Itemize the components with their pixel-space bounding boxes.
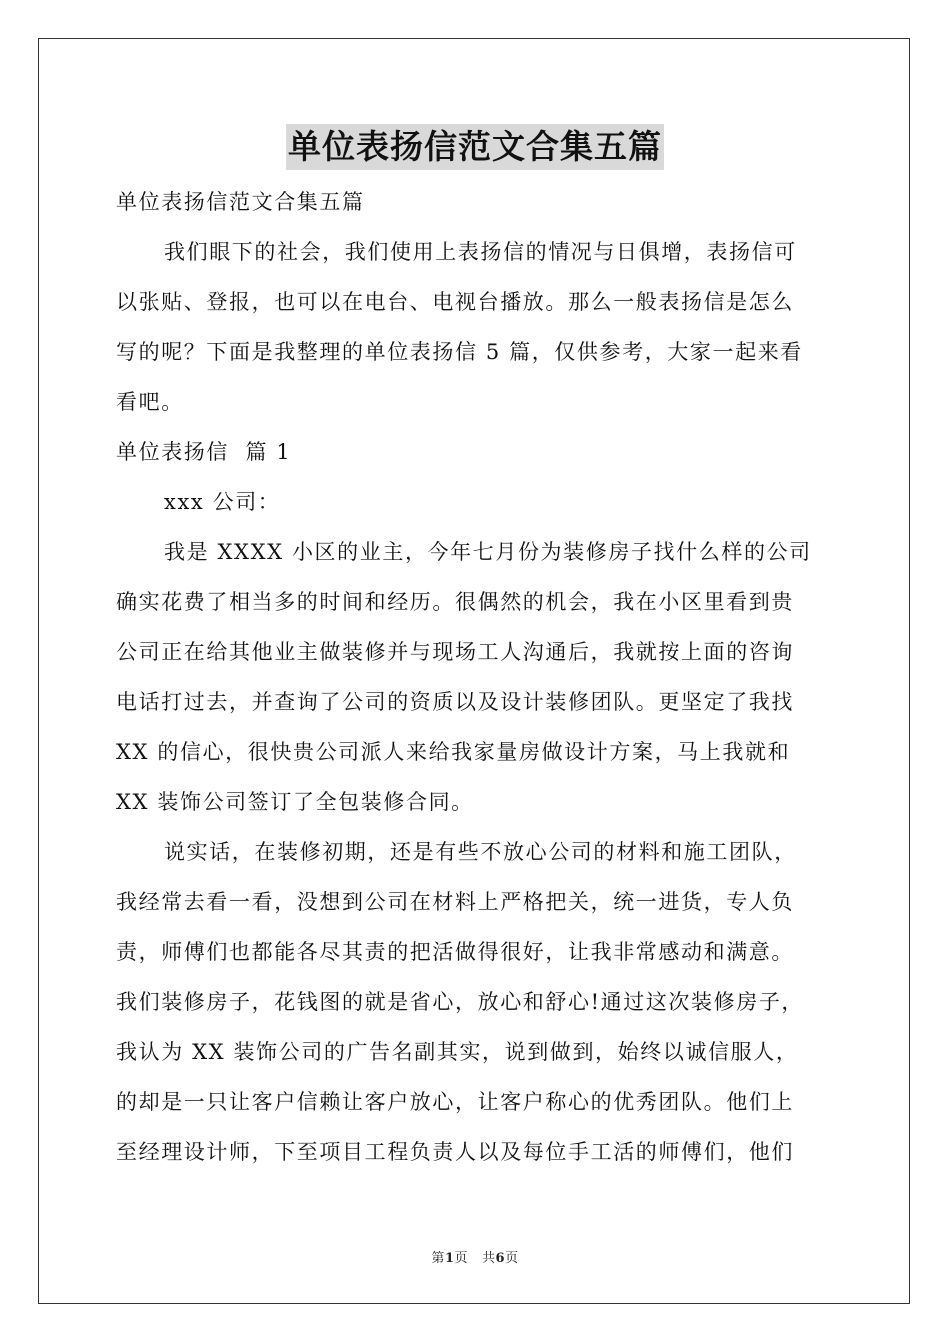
letter-paragraph-1 [116,527,854,827]
paragraph-line: 责，师傅们也都能各尽其责的把活做得很好，让我非常感动和满意。 [116,940,794,964]
paragraph-line: 确实花费了相当多的时间和经历。很偶然的机会，我在小区里看到贵 [116,590,794,614]
page-number-prefix: 第 [431,1251,445,1266]
intro-line: 写的呢？下面是我整理的单位表扬信 5 篇，仅供参考，大家一起来看 [116,340,803,364]
paragraph-line: 电话打过去，并查询了公司的资质以及设计装修团队。更坚定了我找 [116,690,794,714]
paragraph-line: 我是 XXXX 小区的业主，今年七月份为装修房子找什么样的公司 [164,540,812,564]
paragraph-line: 说实话，在装修初期，还是有些不放心公司的材料和施工团队， [164,840,797,864]
paragraph-line: 公司正在给其他业主做装修并与现场工人沟通后，我就按上面的咨询 [116,640,794,664]
document-body [116,177,854,1177]
section-heading: 单位表扬信 篇 1 [116,440,292,464]
paragraph-line: 至经理设计师，下至项目工程负责人以及每位手工活的师傅们，他们 [116,1140,794,1164]
paragraph-line: 的却是一只让客户信赖让客户放心，让客户称心的优秀团队。他们上 [116,1090,794,1114]
total-pages-prefix: 共 [482,1251,496,1266]
intro-line: 看吧。 [116,390,184,414]
document-title [0,124,950,170]
letter-salutation: xxx 公司： [164,490,281,514]
paragraph-line: 我经常去看一看，没想到公司在材料上严格把关，统一进货，专人负 [116,890,794,914]
paragraph-line: XX 的信心，很快贵公司派人来给我家量房做设计方案，马上我就和 [116,740,791,764]
paragraph-line: 我认为 XX 装饰公司的广告名副其实，说到做到，始终以诚信服人， [116,1040,799,1064]
page-number-suffix: 页 [454,1251,468,1266]
total-pages-suffix: 页 [505,1251,519,1266]
intro-line: 我们眼下的社会，我们使用上表扬信的情况与日俱增，表扬信可 [164,240,797,264]
letter-paragraph-2 [116,827,854,1177]
intro-line: 以张贴、登报，也可以在电台、电视台播放。那么一般表扬信是怎么 [116,290,794,314]
total-pages: 6 [495,1251,506,1266]
document-subtitle: 单位表扬信范文合集五篇 [116,190,365,214]
page-footer [0,1247,950,1266]
document-title-text: 单位表扬信范文合集五篇 [286,124,664,170]
intro-paragraph [116,227,854,427]
paragraph-line: 我们装修房子，花钱图的就是省心，放心和舒心!通过这次装修房子， [116,990,805,1014]
paragraph-line: XX 装饰公司签订了全包装修合同。 [116,790,474,814]
page-number: 1 [444,1251,455,1266]
